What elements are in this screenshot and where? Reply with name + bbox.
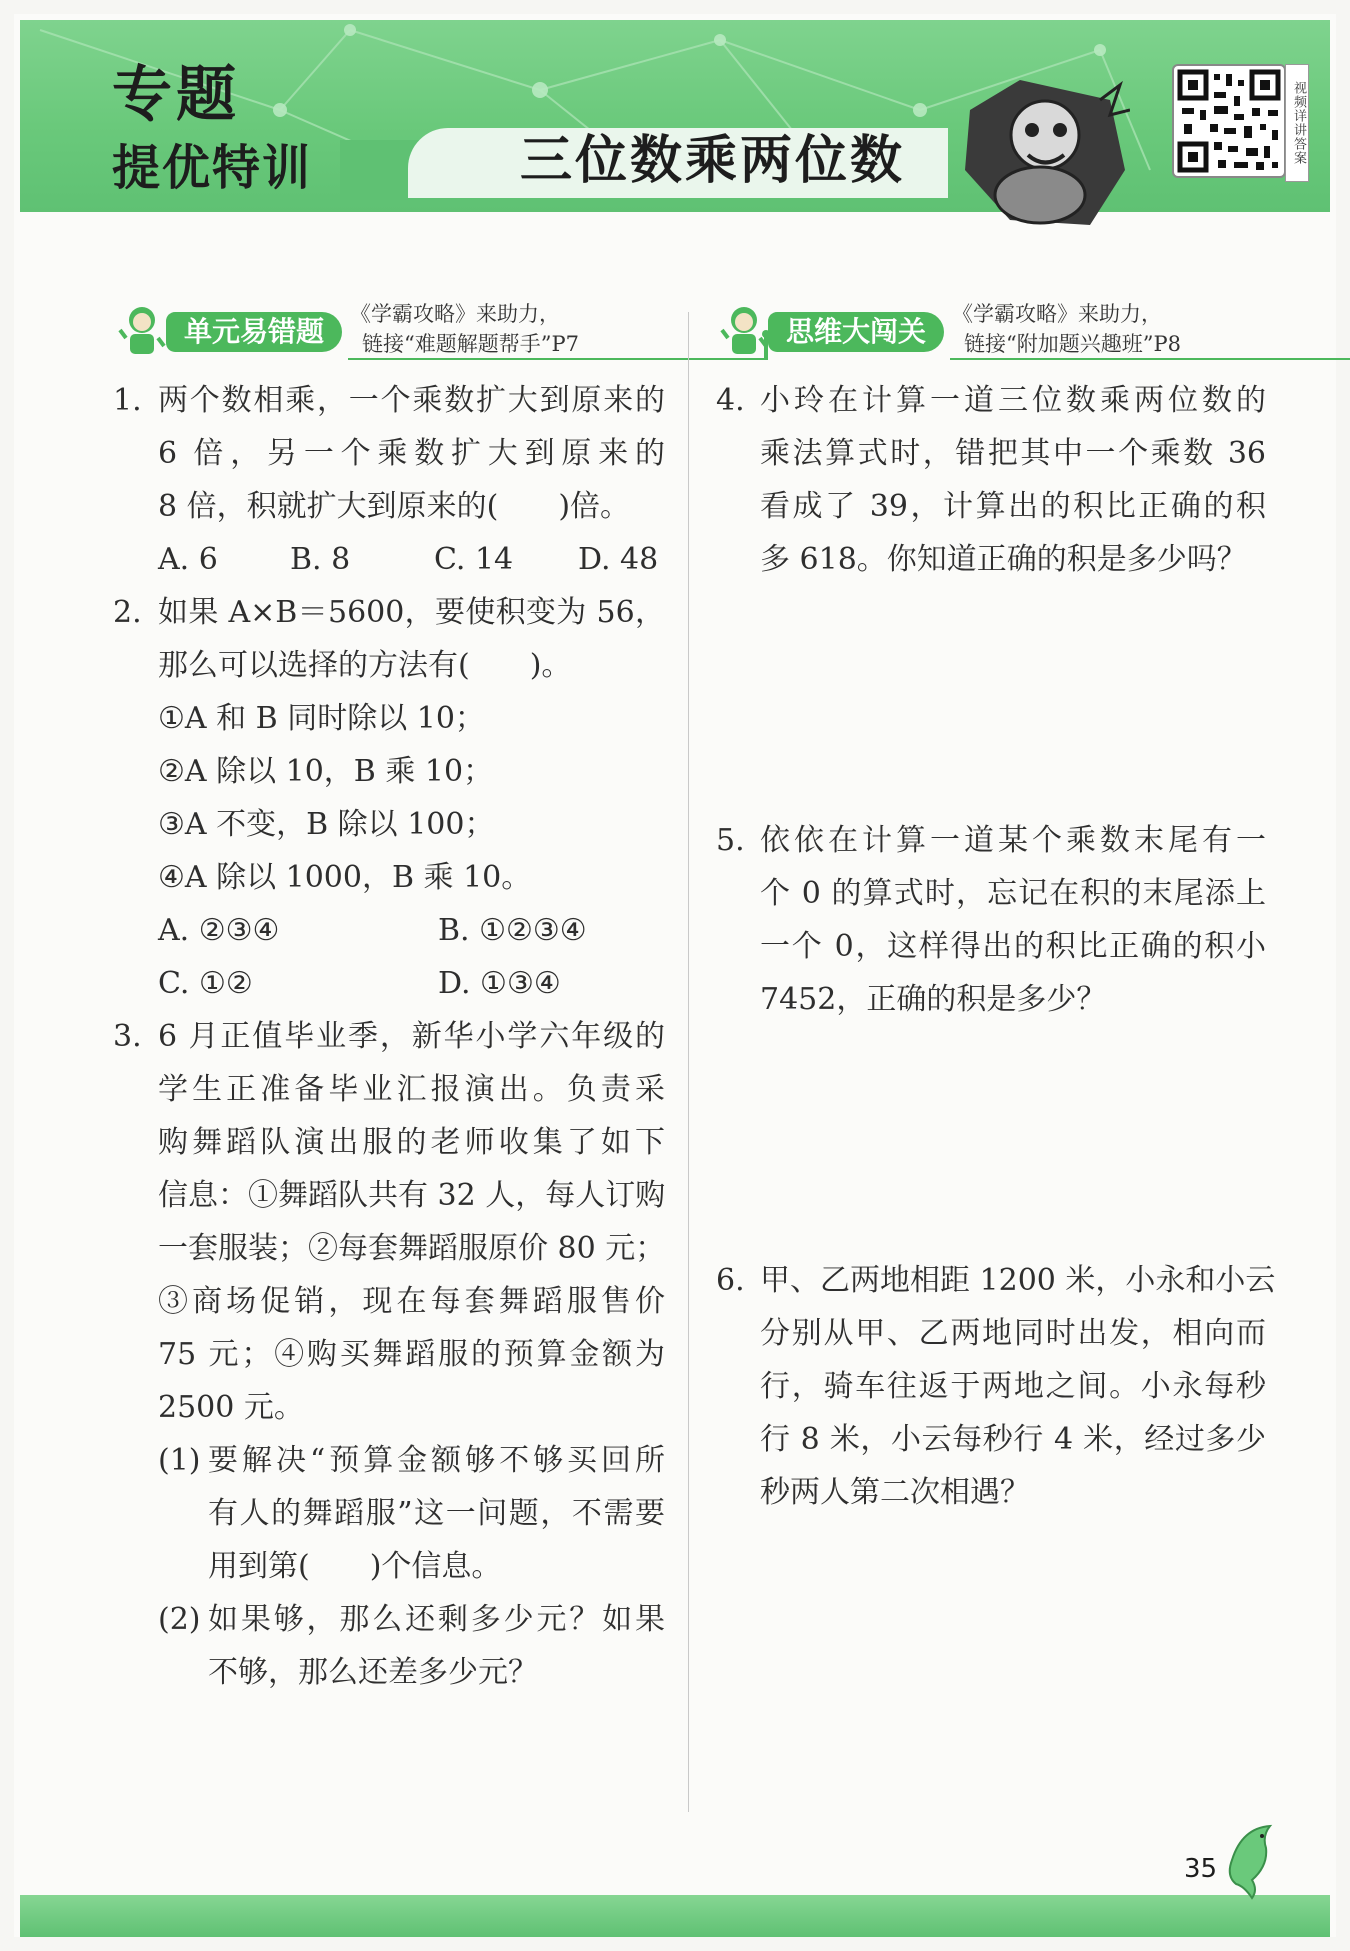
question-text-line: 8 倍，积就扩大到原来的( )倍。 — [158, 489, 631, 524]
mascot-illustration-icon — [960, 80, 1130, 230]
sub-question-line: 有人的舞蹈服”这一问题，不需要 — [208, 1496, 665, 1531]
question-text-line: 看成了 39，计算出的积比正确的积 — [760, 489, 1266, 524]
topic-badge-line1: 专题 — [112, 60, 240, 130]
question-text-line: 75 元；④购买舞蹈服的预算金额为 — [158, 1337, 665, 1372]
question-text-line: 秒两人第二次相遇？ — [760, 1475, 1030, 1510]
method-line: ③A 不变，B 除以 100； — [158, 807, 495, 842]
method-line: ①A 和 B 同时除以 10； — [158, 701, 485, 736]
column-divider — [688, 312, 689, 1812]
sub-question-1 — [158, 1434, 665, 1593]
sub-question-label: (2) — [158, 1602, 201, 1637]
topic-badge-line2: 提优特训 — [112, 140, 313, 196]
question-text-line: 分别从甲、乙两地同时出发，相向而 — [760, 1316, 1266, 1351]
section-note-line1: 《学霸攻略》来助力， — [952, 302, 1162, 326]
question-text-line: 6 月正值毕业季，新华小学六年级的 — [158, 1019, 665, 1054]
method-line: ④A 除以 1000，B 乘 10。 — [158, 860, 532, 895]
sub-question-line: 要解决“预算金额够不够买回所 — [208, 1443, 665, 1478]
question-text-line: 购舞蹈队演出服的老师收集了如下 — [158, 1125, 665, 1160]
option-c[interactable]: C. ①② — [158, 966, 253, 1001]
question-text-line: 一套服装；②每套舞蹈服原价 80 元； — [158, 1231, 666, 1266]
kid-mascot-icon — [720, 302, 770, 362]
sub-question-line: 如果够，那么还剩多少元？如果 — [208, 1602, 665, 1637]
section-note-line1: 《学霸攻略》来助力， — [350, 302, 560, 326]
method-line: ②A 除以 10，B 乘 10； — [158, 754, 494, 789]
question-text-line: 信息：①舞蹈队共有 32 人，每人订购 — [158, 1178, 666, 1213]
question-text-line: 小玲在计算一道三位数乘两位数的 — [760, 383, 1266, 418]
option-a[interactable]: A. ②③④ — [158, 913, 280, 948]
question-text-line: 6 倍，另一个乘数扩大到原来的 — [158, 436, 665, 471]
option-d[interactable]: D. ①③④ — [438, 966, 561, 1001]
section-note-line2: 链接“难题解题帮手”P7 — [362, 332, 579, 356]
page-number: 35 — [1184, 1854, 1218, 1884]
section-underline — [950, 358, 1350, 360]
question-text-line: 7452，正确的积是多少？ — [760, 982, 1107, 1017]
section-underline — [348, 358, 768, 360]
question-text-line: 个 0 的算式时，忘记在积的末尾添上 — [760, 876, 1266, 911]
option-d[interactable]: D. 48 — [578, 542, 659, 577]
question-text-line: 那么可以选择的方法有( )。 — [158, 648, 572, 683]
answer-options — [158, 957, 665, 1010]
option-a[interactable]: A. 6 — [158, 542, 218, 577]
section-tag: 单元易错题 — [166, 312, 342, 352]
page-footer — [20, 1895, 1330, 1937]
question-number: 3. — [113, 1019, 142, 1054]
qr-code-label: 视频详讲答案 — [1285, 64, 1309, 182]
section-note-line2: 链接“附加题兴趣班”P8 — [964, 332, 1181, 356]
question-text-line: 行 8 米，小云每秒行 4 米，经过多少 — [760, 1422, 1266, 1457]
qr-code-icon — [1174, 66, 1284, 176]
question-number: 5. — [716, 823, 745, 858]
sub-question-label: (1) — [158, 1443, 201, 1478]
question-number: 2. — [113, 595, 142, 630]
question-number: 6. — [716, 1263, 745, 1298]
dolphin-icon — [1222, 1820, 1282, 1900]
right-section-head — [720, 302, 1260, 362]
kid-mascot-icon — [118, 302, 168, 362]
question-text-line: 多 618。你知道正确的积是多少吗？ — [760, 542, 1247, 577]
question-text-line: ③商场促销，现在每套舞蹈服售价 — [158, 1284, 665, 1319]
option-b[interactable]: B. 8 — [290, 542, 351, 577]
question-number: 1. — [113, 383, 142, 418]
option-c[interactable]: C. 14 — [434, 542, 514, 577]
answer-options — [158, 533, 665, 586]
question-text-line: 依依在计算一道某个乘数末尾有一 — [760, 823, 1266, 858]
question-text-line: 甲、乙两地相距 1200 米，小永和小云 — [760, 1263, 1276, 1298]
left-section-head — [118, 302, 658, 362]
page-title: 三位数乘两位数 — [520, 131, 906, 191]
sub-question-line: 不够，那么还差多少元？ — [208, 1655, 538, 1690]
question-text-line: 2500 元。 — [158, 1390, 304, 1425]
option-b[interactable]: B. ①②③④ — [438, 913, 587, 948]
question-text-line: 行，骑车往返于两地之间。小永每秒 — [760, 1369, 1266, 1404]
sub-question-2 — [158, 1593, 665, 1699]
question-text-line: 一个 0，这样得出的积比正确的积小 — [760, 929, 1266, 964]
question-text-line: 如果 A×B＝5600，要使积变为 56， — [158, 595, 665, 630]
qr-code[interactable] — [1172, 64, 1286, 178]
question-number: 4. — [716, 383, 745, 418]
section-tag: 思维大闯关 — [768, 312, 944, 352]
question-text-line: 学生正准备毕业汇报演出。负责采 — [158, 1072, 665, 1107]
question-text-line: 乘法算式时，错把其中一个乘数 36 — [760, 436, 1266, 471]
question-text-line: 两个数相乘，一个乘数扩大到原来的 — [158, 383, 665, 418]
answer-options — [158, 904, 665, 957]
sub-question-line: 用到第( )个信息。 — [208, 1549, 502, 1584]
